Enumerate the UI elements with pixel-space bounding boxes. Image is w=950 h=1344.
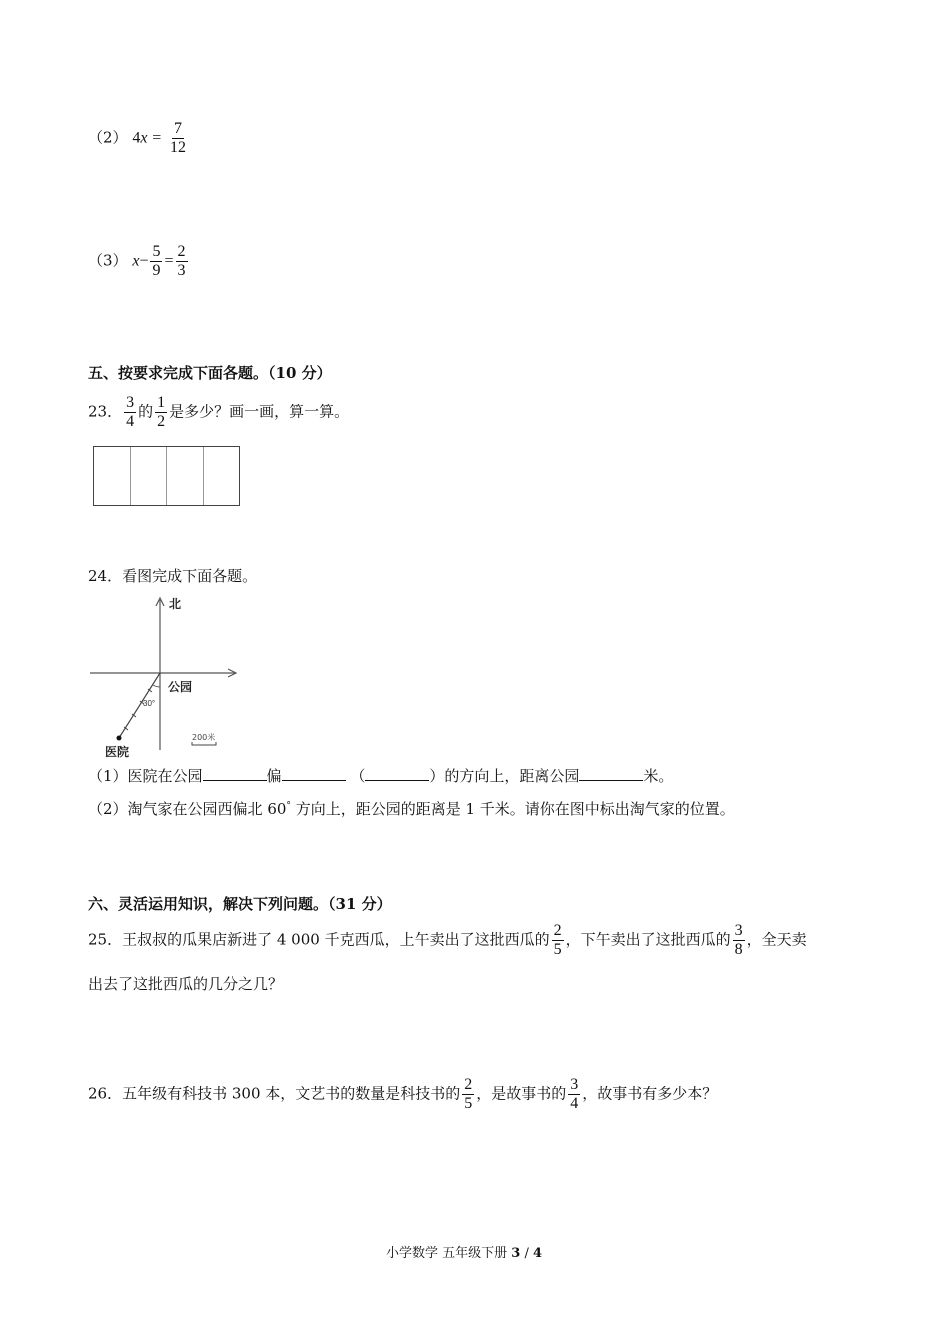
rectangle-cell[interactable] [204,447,240,505]
fraction-2-3: $\frac{2}{3}$ [177,243,186,279]
answer-blank[interactable] [365,766,429,781]
equation-label: （3） [88,251,128,270]
answer-blank[interactable] [282,766,346,781]
north-label: 北 [169,597,182,611]
answer-blank[interactable] [203,766,267,781]
fraction-3-8: $\frac{3}{8}$ [734,922,743,958]
angle-label: 30° [143,699,156,708]
fraction-5-9: $\frac{5}{9}$ [152,243,161,279]
park-label: 公园 [168,680,193,694]
scale-label: 200米 [192,733,216,742]
fraction-1-2: $\frac{1}{2}$ [157,394,166,430]
coefficient: 4 [132,129,141,147]
equation-label: （2） [88,128,128,147]
rectangle-cell[interactable] [94,447,131,505]
question-text: 是多少？画一画，算一算。 [169,402,350,421]
direction-map [85,592,255,762]
equals-sign: = [164,252,174,270]
question-24-title: 24．看图完成下面各题。 [88,567,258,585]
question-26: 26．五年级有科技书 300 本，文艺书的数量是科技书的 $\frac{2}{5}$ ，是故事书的 $\frac{3}{4}$ ，故事书有多少本？ [88,1076,718,1112]
equation-3 [88,243,190,280]
page-total: 4 [532,1246,543,1261]
question-24-part-2: （2）淘气家在公园西偏北 60° 方向上，距公园的距离是 1 千米。请你在图中标出淘气家的位置。 [88,800,735,818]
section-five-title: 五、按要求完成下面各题。（10 分） [88,364,332,382]
page-number: 3 [511,1246,521,1261]
fraction-2-5: $\frac{2}{5}$ [464,1076,473,1112]
fraction-7-12: $\frac{7}{12}$ [170,120,187,156]
question-24-part-1: （1）医院在公园 偏 （ ）的方向上，距离公园 米。 [88,767,674,785]
hospital-label: 医院 [105,745,130,759]
variable-x: x [140,129,148,147]
fraction-3-4: $\frac{3}{4}$ [570,1076,579,1112]
equals-sign: = [152,129,162,147]
section-six-title: 六、灵活运用知识，解决下列问题。（31 分） [88,895,392,913]
rectangle-cell[interactable] [167,447,204,505]
question-25-line-2: 出去了这批西瓜的几分之几？ [88,975,284,993]
minus-sign: − [139,252,149,270]
fraction-3-4: $\frac{3}{4}$ [126,394,135,430]
fraction-drawing-rectangle[interactable] [93,446,240,506]
page-footer: 小学数学 五年级下册 3 / 4 [386,1246,543,1261]
rectangle-cell[interactable] [131,447,168,505]
answer-blank[interactable] [579,766,643,781]
question-25: 25．王叔叔的瓜果店新进了 4 000 千克西瓜，上午卖出了这批西瓜的 $\frac{2}{5}$ ，下午卖出了这批西瓜的 $\frac{3}{8}$ ，全天卖 [88,922,807,958]
equation-2 [88,120,190,157]
variable-x: x [132,252,140,270]
question-23 [88,394,349,431]
of-text: 的 [138,402,154,421]
question-number: 23． [88,402,123,421]
fraction-2-5: $\frac{2}{5}$ [553,922,562,958]
degree-sign: ° [286,801,291,811]
